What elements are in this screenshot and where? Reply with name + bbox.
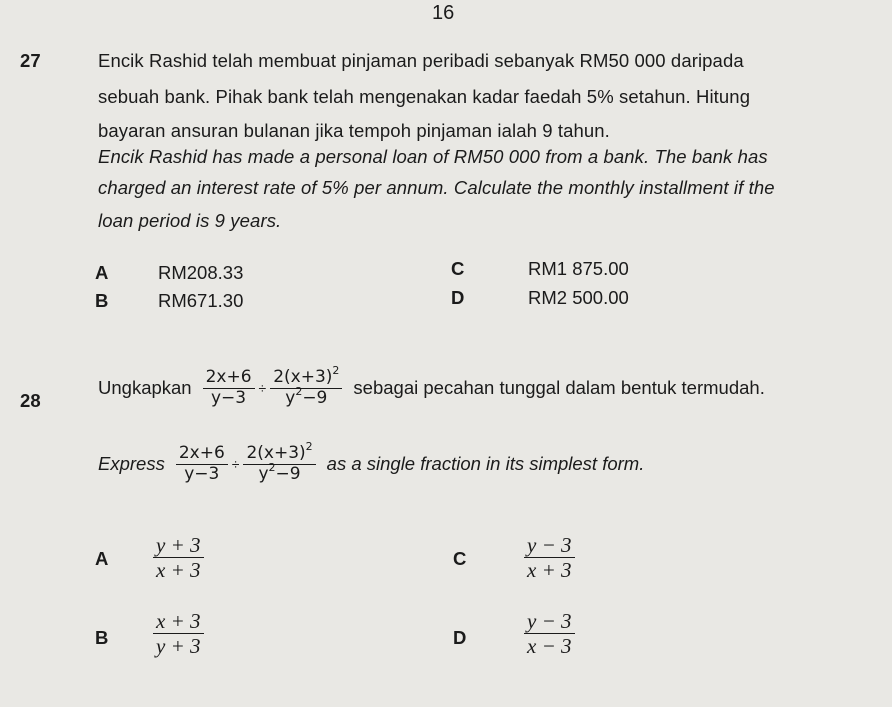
option-c-fraction	[524, 533, 575, 582]
fraction-2-denominator	[270, 384, 342, 409]
q28-option-b-label[interactable]: B	[95, 627, 109, 648]
fraction-2-numerator-exponent: 2	[332, 364, 340, 377]
q27-option-a-label[interactable]: A	[95, 262, 109, 283]
q28-option-b-fraction[interactable]	[150, 609, 207, 658]
q27-option-b-label[interactable]: B	[95, 290, 109, 311]
fraction-2-denominator-base: y	[258, 463, 269, 484]
fraction-1-denominator: y−3	[184, 463, 220, 484]
fraction-2-denominator-exponent: 2	[268, 460, 276, 474]
question-28-number: 28	[20, 390, 41, 411]
fraction-2-numerator-exponent: 2	[305, 440, 313, 453]
option-c-denominator: x + 3	[527, 558, 572, 583]
fraction-2-denominator-exponent: 2	[295, 384, 303, 398]
expression-fraction-1-english	[176, 444, 228, 484]
option-b-fraction	[153, 609, 204, 658]
q28-malay-prefix: Ungkapkan	[98, 377, 192, 399]
division-sign: ÷	[231, 456, 240, 473]
q27-option-d-text[interactable]: RM2 500.00	[528, 287, 629, 308]
q28-english-suffix: as a single fraction in its simplest form.	[326, 453, 645, 475]
option-a-denominator: x + 3	[156, 558, 201, 583]
q27-english-line-1: Encik Rashid has made a personal loan of RM50 000 from a bank. The bank has	[98, 146, 768, 167]
q28-english-line	[98, 440, 645, 484]
option-d-numerator: y − 3	[524, 609, 575, 634]
expression-fraction-1	[203, 368, 255, 408]
question-27-number: 27	[20, 50, 41, 71]
division-sign: ÷	[258, 380, 267, 397]
q27-malay-line-2: sebuah bank. Pihak bank telah mengenakan kadar faedah 5% setahun. Hitung	[98, 86, 751, 107]
expression-fraction-2-english	[243, 440, 315, 484]
q28-option-a-label[interactable]: A	[95, 548, 109, 569]
fraction-2-numerator-base: 2(x+3)	[273, 367, 333, 387]
option-b-denominator: y + 3	[156, 634, 201, 659]
q27-malay-line-3: bayaran ansuran bulanan jika tempoh pinjaman ialah 9 tahun.	[98, 120, 610, 141]
fraction-2-denominator-rest: −9	[302, 387, 328, 408]
fraction-2-numerator	[243, 440, 315, 465]
fraction-2-denominator-rest: −9	[275, 463, 301, 484]
q28-malay-line	[98, 364, 765, 408]
q28-option-c-fraction[interactable]	[521, 533, 578, 582]
q28-option-d-label[interactable]: D	[453, 627, 467, 648]
fraction-1-numerator: 2x+6	[203, 368, 255, 389]
q28-option-a-fraction[interactable]	[150, 533, 207, 582]
fraction-1-denominator: y−3	[211, 387, 247, 408]
fraction-2-denominator	[243, 460, 315, 485]
option-c-numerator: y − 3	[524, 533, 575, 558]
fraction-2-denominator-base: y	[285, 387, 296, 408]
q27-option-c-label[interactable]: C	[451, 258, 465, 279]
option-b-numerator: x + 3	[153, 609, 204, 634]
fraction-2-numerator-base: 2(x+3)	[246, 443, 306, 463]
q27-option-c-text[interactable]: RM1 875.00	[528, 258, 629, 279]
q27-english-line-2: charged an interest rate of 5% per annum. Calculate the monthly installment if the	[98, 177, 775, 198]
option-d-denominator: x − 3	[527, 634, 572, 659]
q27-option-a-text[interactable]: RM208.33	[158, 262, 244, 283]
q28-english-prefix: Express	[98, 453, 165, 475]
q28-option-d-fraction[interactable]	[521, 609, 578, 658]
q27-malay-line-1: Encik Rashid telah membuat pinjaman peribadi sebanyak RM50 000 daripada	[98, 50, 744, 71]
option-d-fraction	[524, 609, 575, 658]
fraction-1-numerator: 2x+6	[176, 444, 228, 465]
fraction-2-numerator	[270, 364, 342, 389]
q27-option-b-text[interactable]: RM671.30	[158, 290, 244, 311]
q28-option-c-label[interactable]: C	[453, 548, 467, 569]
page-number: 16	[432, 2, 455, 24]
q27-english-line-3: loan period is 9 years.	[98, 210, 282, 231]
q28-malay-suffix: sebagai pecahan tunggal dalam bentuk termudah.	[353, 377, 765, 399]
option-a-numerator: y + 3	[153, 533, 204, 558]
option-a-fraction	[153, 533, 204, 582]
expression-fraction-2	[270, 364, 342, 408]
q27-option-d-label[interactable]: D	[451, 287, 465, 308]
